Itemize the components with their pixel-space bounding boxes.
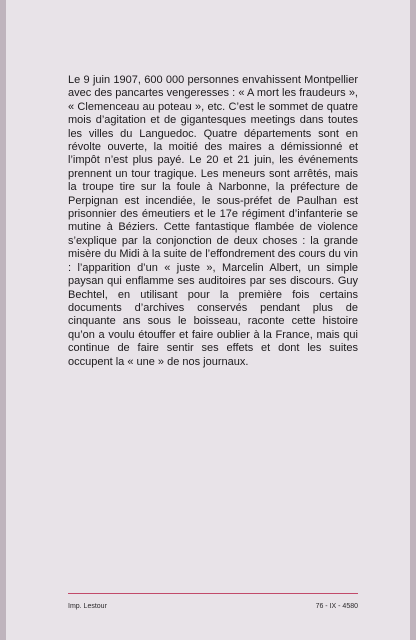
footer-rule <box>68 593 358 594</box>
back-cover <box>6 0 410 640</box>
blurb-text: Le 9 juin 1907, 600 000 personnes envahissent Montpellier avec des pancartes vengeresses : « A mort les fraudeurs », « Clemenceau au poteau », etc. C’est le sommet de quatre mois d’agitation et de gigantesques meetings dans toutes les villes du Languedoc. Quatre départements sont en révolte ouverte, la moitié des maires a démissionné et l’impôt n’est plus payé. Le 20 et 21 juin, les événements prennent un tour tragique. Les meneurs sont arrêtés, mais la troupe tire sur la foule à Narbonne, la préfecture de Perpignan est incendiée, le sous-préfet de Paulhan est prisonnier des émeutiers et le 17e régiment d’infanterie se mutine à Béziers. Cette fantastique flambée de violence s’explique par la conjonction de deux choses : la grande misère du Midi à la suite de l’effondrement des cours du vin : l’apparition d’un « juste », Marcelin Albert, un simple paysan qui enflamme ses auditoires par ses discours. Guy Bechtel, en utilisant pour la première fois certains documents d’archives conservés pendant plus de cinquante ans sous le boisseau, raconte cette histoire qu’on a voulu étouffer et faire oublier à la France, mais qui continue de faire sentir ses effets et dont les suites occupent la « une » de nos journaux. <box>68 74 358 368</box>
printer-imprint: Imp. Lestour <box>68 603 107 610</box>
catalog-code: 76 - IX - 4580 <box>315 603 358 610</box>
